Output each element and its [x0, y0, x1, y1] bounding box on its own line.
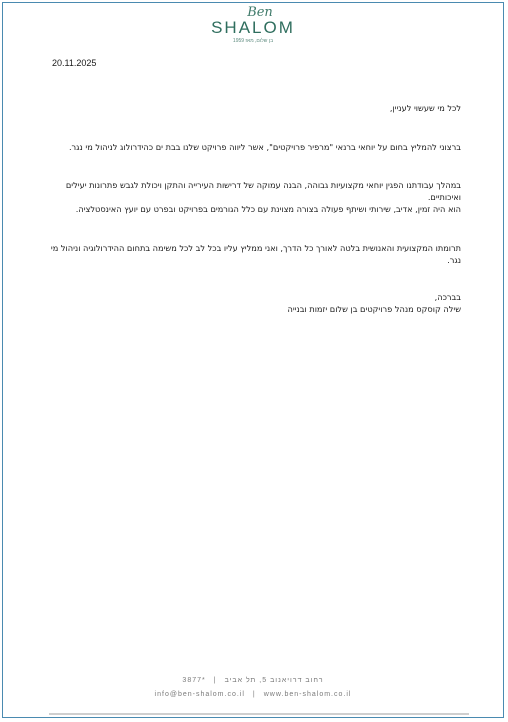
letter-date: 20.11.2025: [52, 58, 97, 68]
footer-phone: *3877: [182, 677, 206, 684]
footer-divider-rule: [49, 713, 469, 715]
logo-tagline: בן שלום, מאז 1959: [232, 38, 274, 44]
logo-wordmark: SHALOM: [211, 18, 295, 37]
letter-paragraph-3: [47, 242, 461, 266]
company-logo: [3, 7, 503, 45]
footer-website-link[interactable]: www.ben-shalom.co.il: [263, 691, 352, 698]
letter-paragraph-2: [47, 179, 461, 215]
letter-footer: [3, 674, 503, 702]
logo-script-text: Ben: [247, 5, 273, 20]
footer-contact-line: [3, 674, 503, 688]
letter-page: [2, 2, 504, 718]
letter-salutation: [47, 102, 461, 114]
signature-text: שילה קוסקס מנהל פרויקטים בן שלום יזמות ובנייה: [287, 304, 461, 314]
paragraph-1-text: ברצוני להמליץ בחום על יוחאי ברנאי "מרפיר פרויקטים", אשר ליווה פרויקט שלנו בבת ים כהידרולוג לניהול מי נגר.: [68, 142, 461, 152]
letter-closing: [47, 291, 461, 315]
paragraph-2-line-2: הוא היה זמין, אדיב, שירותי ושיתף פעולה בצורה מצוינת עם כלל הגורמים בפרויקט ובפרט עם יועץ האינסטלציה.: [75, 204, 461, 214]
salutation-text: לכל מי שעשוי לעניין,: [389, 103, 461, 113]
paragraph-3-text: תרומתו המקצועית והאנושית בלטה לאורך כל הדרך, ואני ממליץ עליו בכל לב לכל משימה בתחום ההידרולוגיה וניהול מי נגר.: [50, 243, 461, 265]
footer-email-link[interactable]: info@ben-shalom.co.il: [154, 691, 245, 698]
footer-divider: |: [252, 691, 256, 698]
paragraph-2-line-1: במהלך עבודתנו הפגין יוחאי מקצועיות גבוהה, הבנה עמוקה של דרישות העירייה והתקן ויכולת לגבש פתרונות יעילים ואיכותיים.: [65, 180, 461, 202]
letter-paragraph-1: [47, 141, 461, 153]
footer-web-line: [3, 688, 503, 702]
footer-address: רחוב דרויאנוב 5, תל אביב: [224, 677, 324, 684]
footer-divider: |: [213, 677, 217, 684]
closing-text: בברכה,: [434, 292, 461, 302]
